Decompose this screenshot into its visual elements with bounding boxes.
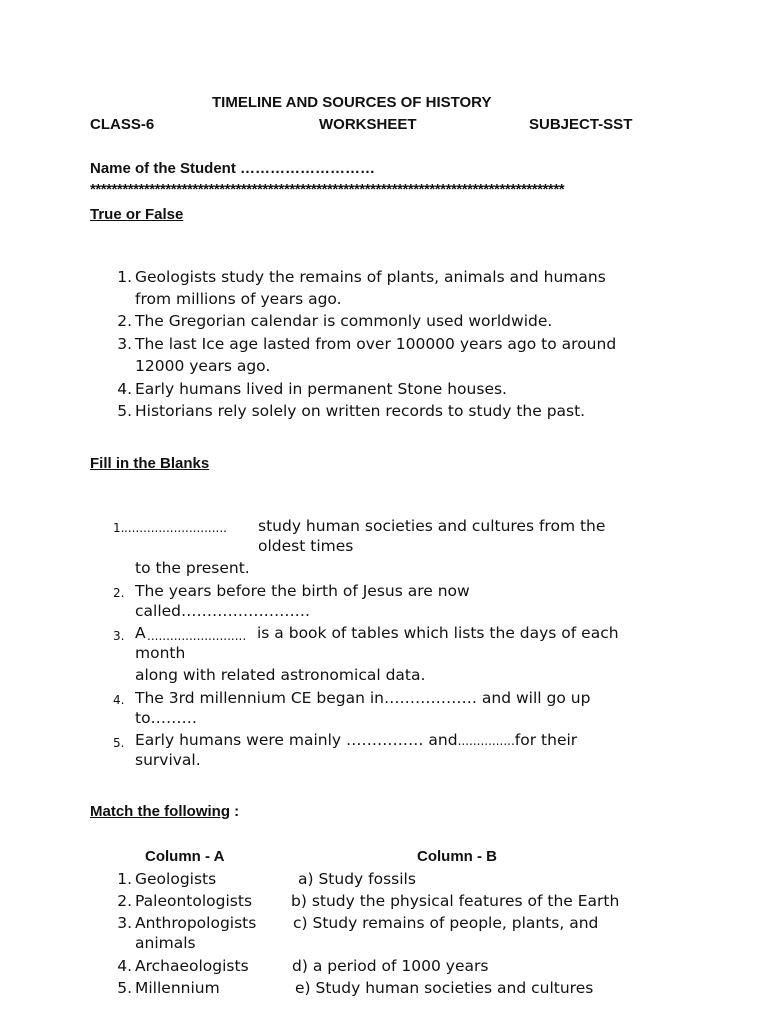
match-row-3-col-a: Anthropologists [135, 914, 257, 932]
fb-item-1-text-end: to the present. [135, 559, 250, 577]
fb-item-2-text-cont: called……………………. [135, 602, 310, 620]
match-row-4-col-b: d) a period of 1000 years [292, 957, 489, 975]
match-row-5-col-b: e) Study human societies and cultures [295, 979, 594, 997]
true-false-heading: True or False [90, 206, 184, 223]
fb-item-4-text-cont: to……… [135, 709, 198, 727]
fill-blanks-heading: Fill in the Blanks [90, 455, 210, 472]
match-row-3-col-a-cont: animals [135, 934, 196, 952]
student-name-field: Name of the Student ……………………… [90, 160, 376, 177]
fb-item-5-text [135, 729, 577, 752]
tf-item-1-text: Geologists study the remains of plants, animals and humans [135, 268, 606, 286]
match-row-5-col-a: Millennium [135, 979, 220, 997]
fb-item-4-text: The 3rd millennium CE began in……………… and will go up [135, 689, 591, 707]
match-row-1-col-a: Geologists [135, 870, 217, 888]
class-label: CLASS-6 [90, 116, 155, 133]
tf-item-2-number: 2. [117, 312, 132, 330]
fb-item-3-text: is a book of tables which lists the days of each [257, 624, 619, 642]
fb-item-5-blank: ............... [457, 734, 515, 748]
match-row-1-number: 1. [117, 870, 132, 888]
tf-item-3-text-cont: 12000 years ago. [135, 357, 271, 375]
fb-item-1-text-cont: oldest times [258, 537, 354, 555]
column-a-header: Column - A [145, 848, 225, 865]
match-row-4-col-a: Archaeologists [135, 957, 249, 975]
fb-item-3-number: 3. [113, 629, 125, 643]
fb-item-2-text: The years before the birth of Jesus are now [135, 582, 470, 600]
fb-item-4-number: 4. [113, 693, 125, 707]
fb-item-5-number: 5. [113, 736, 125, 750]
match-row-2-col-b: b) study the physical features of the Earth [291, 892, 620, 910]
worksheet-title: TIMELINE AND SOURCES OF HISTORY [212, 94, 492, 111]
doc-type-label: WORKSHEET [319, 116, 417, 133]
match-row-3-number: 3. [117, 914, 132, 932]
fb-item-5-text-a: Early humans were mainly …………… and [135, 731, 458, 749]
tf-item-1-text-cont: from millions of years ago. [135, 290, 342, 308]
subject-label: SUBJECT-SST [529, 116, 633, 133]
tf-item-2-text: The Gregorian calendar is commonly used worldwide. [135, 312, 553, 330]
match-heading [90, 803, 239, 820]
match-heading-colon: : [230, 803, 240, 820]
fb-item-2-number: 2. [113, 586, 125, 600]
tf-item-3-number: 3. [117, 335, 132, 353]
fb-item-3-text-end: along with related astronomical data. [135, 666, 426, 684]
fb-item-1-text: study human societies and cultures from the [258, 517, 606, 535]
tf-item-5-number: 5. [117, 402, 132, 420]
fb-item-1-blank: ........................... [124, 521, 227, 535]
tf-item-5-text: Historians rely solely on written records to study the past. [135, 402, 586, 420]
match-row-4-number: 4. [117, 957, 132, 975]
match-row-5-number: 5. [117, 979, 132, 997]
tf-item-3-text: The last Ice age lasted from over 100000 years ago to around [135, 335, 617, 353]
match-row-3-col-b: c) Study remains of people, plants, and [293, 914, 599, 932]
fb-item-3-prefix: A [135, 624, 146, 642]
fb-item-1-number: 1. [113, 521, 125, 535]
match-heading-text: Match the following [90, 803, 230, 820]
fb-item-5-text-cont: survival. [135, 751, 201, 769]
match-row-2-col-a: Paleontologists [135, 892, 253, 910]
fb-item-3-text-cont: month [135, 644, 186, 662]
fb-item-3-blank: .......................... [147, 629, 247, 643]
tf-item-4-text: Early humans lived in permanent Stone houses. [135, 380, 507, 398]
column-b-header: Column - B [417, 848, 497, 865]
match-row-2-number: 2. [117, 892, 132, 910]
fb-item-5-text-b: for their [514, 731, 578, 749]
tf-item-1-number: 1. [117, 268, 132, 286]
separator-line: **************************************************************************************** [90, 181, 565, 198]
tf-item-4-number: 4. [117, 380, 132, 398]
match-row-1-col-b: a) Study fossils [298, 870, 416, 888]
